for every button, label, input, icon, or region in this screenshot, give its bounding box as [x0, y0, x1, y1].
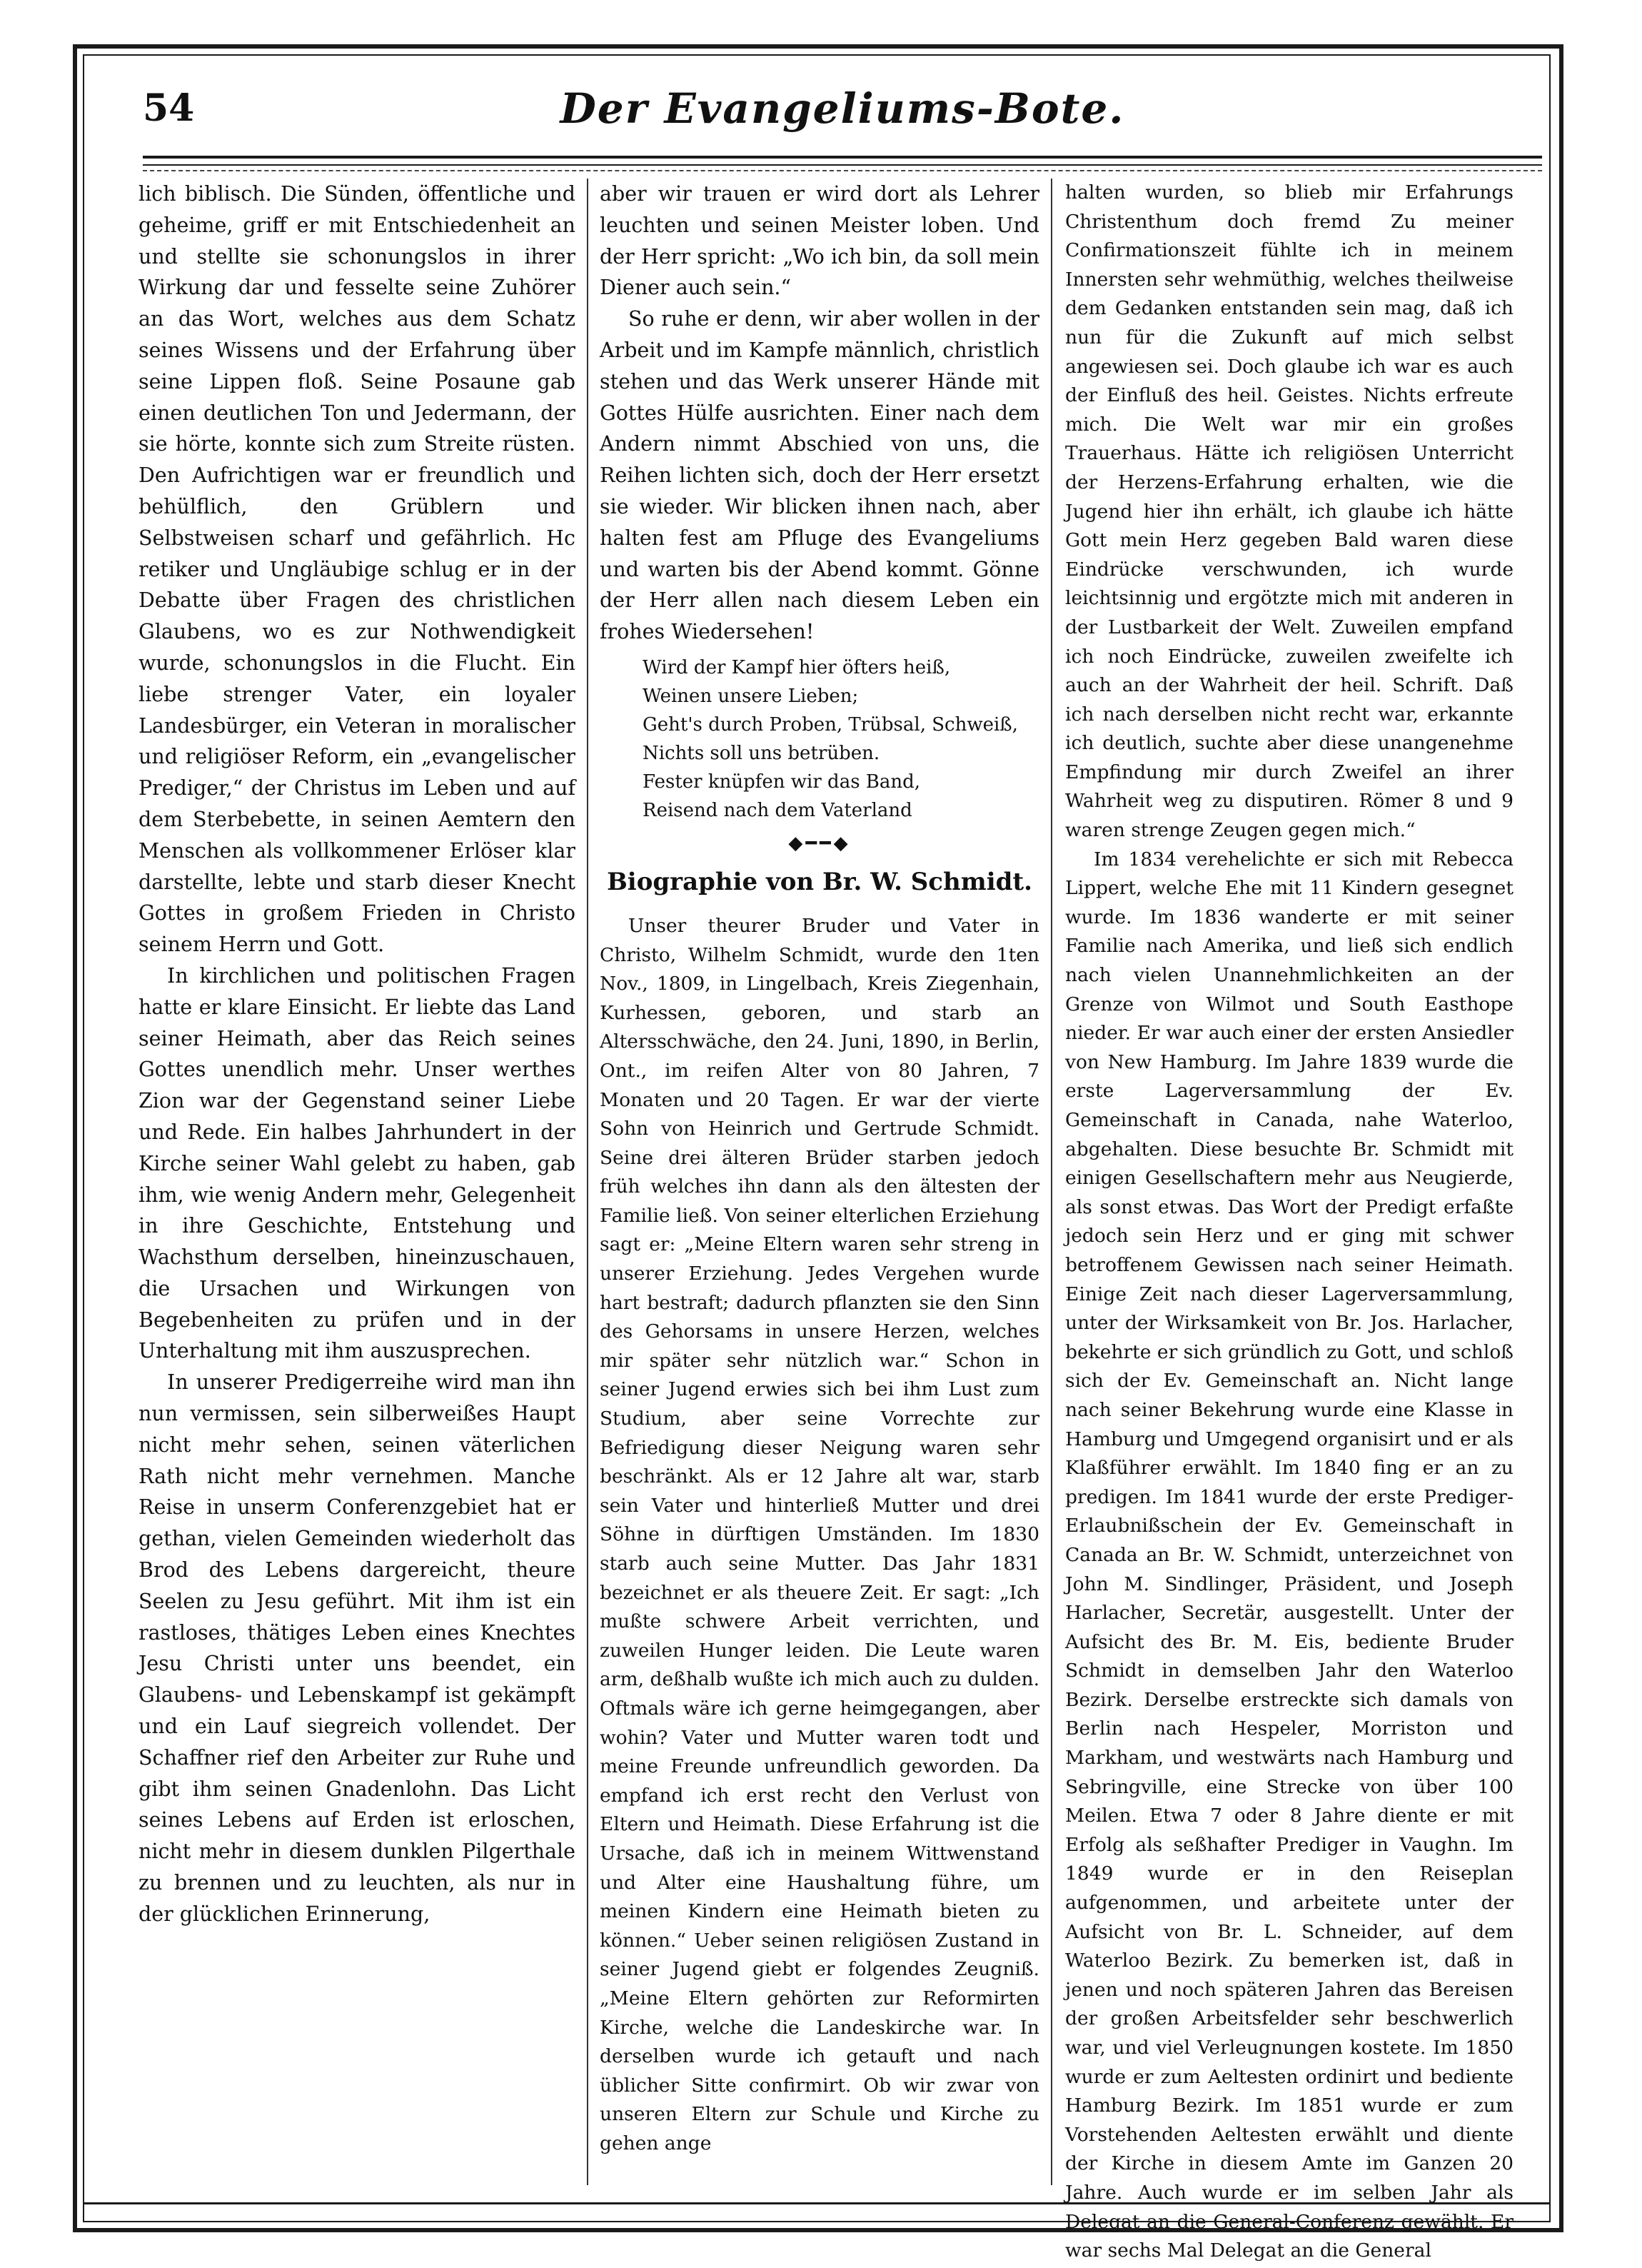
article-paragraph: Unser theurer Bruder und Vater in Christo, Wilhelm Schmidt, wurde den 1ten Nov., 1809, in Lingelbach, Kreis Ziegenhain, Kurhessen, geboren, und starb an Altersschwäche, den 24. Juni, 1890, in Berlin, Ont., im reifen Alter von 80 Jahren, 7 Monaten und 20 Tagen. Er war der vierte Sohn von Heinrich und Gertrude Schmidt. Seine drei älteren Brüder starben jedoch früh welches ihn dann als den ältesten der Familie ließ. Von seiner elterlichen Erziehung sagt er: „Meine Eltern waren sehr streng in unserer Erziehung. Jedes Vergehen wurde hart bestraft; dadurch pflanzten sie den Sinn des Gehorsams in unsere Herzen, welches mir später sehr nützlich war.“ Schon in seiner Jugend erwies sich bei ihm Lust zum Studium, aber seine Vorrechte zur Befriedigung dieser Neigung waren sehr beschränkt. Als er 12 Jahre alt war, starb sein Vater und hinterließ Mutter und drei Söhne in dürftigen Umständen. Im 1830 starb auch seine Mutter. Das Jahr 1831 bezeichnet er als theuere Zeit. Er sagt: „Ich mußte schwere Arbeit verrichten, und zuweilen Hunger leiden. Die Leute waren arm, deßhalb wußte ich mich auch zu dulden. Oftmals wäre ich gerne heimgegangen, aber wohin? Vater und Mutter waren todt und meine Freunde unfreundlich geworden. Da empfand ich erst recht den Verlust von Eltern und Heimath. Diese Erfahrung ist die Ursache, daß ich in meinem Wittwenstand und Alter eine Haushaltung führe, um meinen Kindern eine Heimath bieten zu können.“ Ueber seinen religiösen Zustand in seiner Jugend giebt er folgendes Zeugniß. „Meine Eltern gehörten zur Reformirten Kirche, welche die Landeskirche war. In derselben wurde ich getauft und nach üblicher Sitte confirmirt. Ob wir zwar von unseren Eltern zur Schule und Kirche zu gehen ange [600, 914, 1039, 2154]
column-divider [1051, 179, 1052, 2185]
header-rule [143, 156, 1542, 166]
page-header [143, 80, 1542, 144]
poem-line: Geht's durch Proben, Trübsal, Schweiß, [643, 713, 1018, 736]
article-paragraph: lich biblisch. Die Sünden, öffentliche und geheime, griff er mit Entschiedenheit an und stellte sie schonungslos in ihrer Wirkung dar und fesselte seine Zuhörer an das Wort, welches aus dem Schatz seines Wissens und der Erfahrung über seine Lippen floß. Seine Posaune gab einen deutlichen Ton und Jedermann, der sie hörte, konnte sich zum Streite rüsten. Den Aufrichtigen war er freundlich und behülflich, den Grüblern und Selbstweisen scharf und gefährlich. Hc retiker und Ungläubige schlug er in der Debatte über Fragen des christlichen Glaubens, wo es zur Nothwendigkeit wurde, schonungslos in die Flucht. Ein liebe strenger Vater, ein loyaler Landesbürger, ein Veteran in moralischer und religiöser Reform, ein „evangelischer Prediger,“ der Christus im Leben und auf dem Sterbebette, in seinen Aemtern den Menschen als vollkommener Erlöser klar darstellte, lebte und starb dieser Knecht Gottes in großem Frieden in Christo seinem Herrn und Gott. [138, 182, 575, 957]
header-dashed-rule [143, 170, 1542, 171]
masthead-title: Der Evangeliums-Bote. [560, 84, 1125, 133]
poem-line: Wird der Kampf hier öfters heiß, [643, 656, 951, 678]
page-number: 54 [143, 86, 195, 130]
column-1 [138, 179, 575, 2192]
article-paragraph: aber wir trauen er wird dort als Lehrer leuchten und seinen Meister loben. Und der Herr spricht: „Wo ich bin, da soll mein Diener auch sein.“ [600, 182, 1039, 300]
column-2 [600, 179, 1039, 2192]
poem-line: Weinen unsere Lieben; [643, 685, 859, 707]
ornament-divider: ◆━━◆ [788, 832, 851, 854]
poem-line: Reisend nach dem Vaterland [643, 799, 912, 821]
footer-rule [83, 2202, 1551, 2204]
column-3 [1065, 179, 1513, 2262]
column-divider [587, 179, 588, 2185]
poem [643, 653, 1039, 825]
poem-line: Fester knüpfen wir das Band, [643, 771, 921, 793]
poem-line: Nichts soll uns betrüben. [643, 742, 880, 764]
article-paragraph: Im 1834 verehelichte er sich mit Rebecca Lippert, welche Ehe mit 11 Kindern gesegnet wurde. Im 1836 wanderte er mit seiner Familie nach Amerika, und ließ sich endlich nach vielen Unannehmlichkeiten an der Grenze von Wilmot und South Easthope nieder. Er war auch einer der ersten Ansiedler von New Hamburg. Im Jahre 1839 wurde die erste Lagerversammlung der Ev. Gemeinschaft in Canada, nahe Waterloo, abgehalten. Diese besuchte Br. Schmidt mit einigen Gesellschaftern mehr aus Neugierde, als sonst etwas. Das Wort der Predigt erfaßte jedoch sein Herz und er ging mit schwer betroffenem Gewissen nach seiner Heimath. Einige Zeit nach dieser Lagerversammlung, unter der Wirksamkeit von Br. Jos. Harlacher, bekehrte er sich gründlich zu Gott, und schloß sich der Ev. Gemeinschaft an. Nicht lange nach seiner Bekehrung wurde eine Klasse in Hamburg und Umgegend organisirt und er als Klaßführer erwählt. Im 1840 fing er an zu predigen. Im 1841 wurde der erste Prediger-Erlaubnißschein der Ev. Gemeinschaft in Canada an Br. W. Schmidt, unterzeichnet von John M. Sindlinger, Präsident, und Joseph Harlacher, Secretär, ausgestellt. Unter der Aufsicht des Br. M. Eis, bediente Bruder Schmidt in demselben Jahr den Waterloo Bezirk. Derselbe erstreckte sich damals von Berlin nach Hespeler, Morriston und Markham, und westwärts nach Hamburg und Sebringville, eine Strecke von über 100 Meilen. Etwa 7 oder 8 Jahre diente er mit Erfolg als seßhafter Prediger in Vaughn. Im 1849 wurde er in den Reiseplan aufgenommen, und arbeitete unter der Aufsicht von Br. L. Schneider, auf dem Waterloo Bezirk. Zu bemerken ist, daß in jenen und noch späteren Jahren das Bereisen der großen Arbeitsfelder sehr beschwerlich war, und viel Verleugnungen kostete. Im 1850 wurde er zum Aeltesten ordinirt und bediente Hamburg Bezirk. Im 1851 wurde er zum Vorstehenden Aeltesten erwählt und diente der Kirche in diesem Amte im Ganzen 20 Jahre. Auch wurde er im selben Jahr als Delegat an die General-Conferenz gewählt. Er war sechs Mal Delegat an die General [1065, 848, 1513, 2262]
article-paragraph: So ruhe er denn, wir aber wollen in der Arbeit und im Kampfe männlich, christlich stehen und das Werk unserer Hände mit Gottes Hülfe ausrichten. Einer nach dem Andern nimmt Abschied von uns, die Reihen lichten sich, doch der Herr ersetzt sie wieder. Wir blicken ihnen nach, aber halten fest am Pfluge des Evangeliums und warten bis der Abend kommt. Gönne der Herr allen nach diesem Leben ein frohes Wiedersehen! [600, 307, 1039, 644]
article-paragraph: halten wurden, so blieb mir Erfahrungs Christenthum doch fremd Zu meiner Confirmationszeit fühlte ich in meinem Innersten sehr wehmüthig, welches theilweise dem Gedanken entstanden sein mag, daß ich nun für die Zukunft auf mich selbst angewiesen sei. Doch glaube ich war es auch der Einfluß des heil. Geistes. Nichts erfreute mich. Die Welt war mir ein großes Trauerhaus. Hätte ich religiösen Unterricht der Herzens-Erfahrung erhalten, wie die Jugend hier ihn erhält, ich glaube ich hätte Gott mein Herz gegeben Bald waren diese Eindrücke verschwunden, ich wurde leichtsinnig und ergötzte mich mit anderen in der Lustbarkeit der Welt. Zuweilen empfand ich noch Eindrücke, zuweilen zweifelte ich auch an der Wahrheit der heil. Schrift. Daß ich nach derselben nicht recht war, erkannte ich deutlich, suchte aber diese unangenehme Empfindung mir durch Zweifel an ihrer Wahrheit weg zu disputiren. Römer 8 und 9 waren strenge Zeugen gegen mich.“ [1065, 181, 1513, 842]
article-paragraph: In unserer Predigerreihe wird man ihn nun vermissen, sein silberweißes Haupt nicht mehr sehen, seinen väterlichen Rath nicht mehr vernehmen. Manche Reise in unserm Conferenzgebiet hat er gethan, vielen Gemeinden wiederholt das Brod des Lebens dargereicht, theure Seelen zu Jesu geführt. Mit ihm ist ein rastloses, thätiges Leben eines Knechtes Jesu Christi unter uns beendet, ein Glaubens- und Lebenskampf ist gekämpft und ein Lauf siegreich vollendet. Der Schaffner rief den Arbeiter zur Ruhe und gibt ihm seinen Gnadenlohn. Das Licht seines Lebens auf Erden ist erloschen, nicht mehr in diesem dunklen Pilgerthale zu brennen und zu leuchten, als nur in der glücklichen Erinnerung, [138, 1370, 575, 1926]
article-title: Biographie von Br. W. Schmidt. [607, 867, 1032, 896]
article-paragraph: In kirchlichen und politischen Fragen hatte er klare Einsicht. Er liebte das Land seiner Heimath, aber das Reich seines Gottes unendlich mehr. Unser werthes Zion war der Gegenstand seiner Liebe und Rede. Ein halbes Jahrhundert in der Kirche seiner Wahl gelebt zu haben, gab ihm, wie wenig Andern mehr, Gelegenheit in ihre Geschichte, Entstehung und Wachsthum derselben, hineinzuschauen, die Ursachen und Wirkungen von Begebenheiten zu prüfen und in der Unterhaltung mit ihm auszusprechen. [138, 963, 575, 1363]
